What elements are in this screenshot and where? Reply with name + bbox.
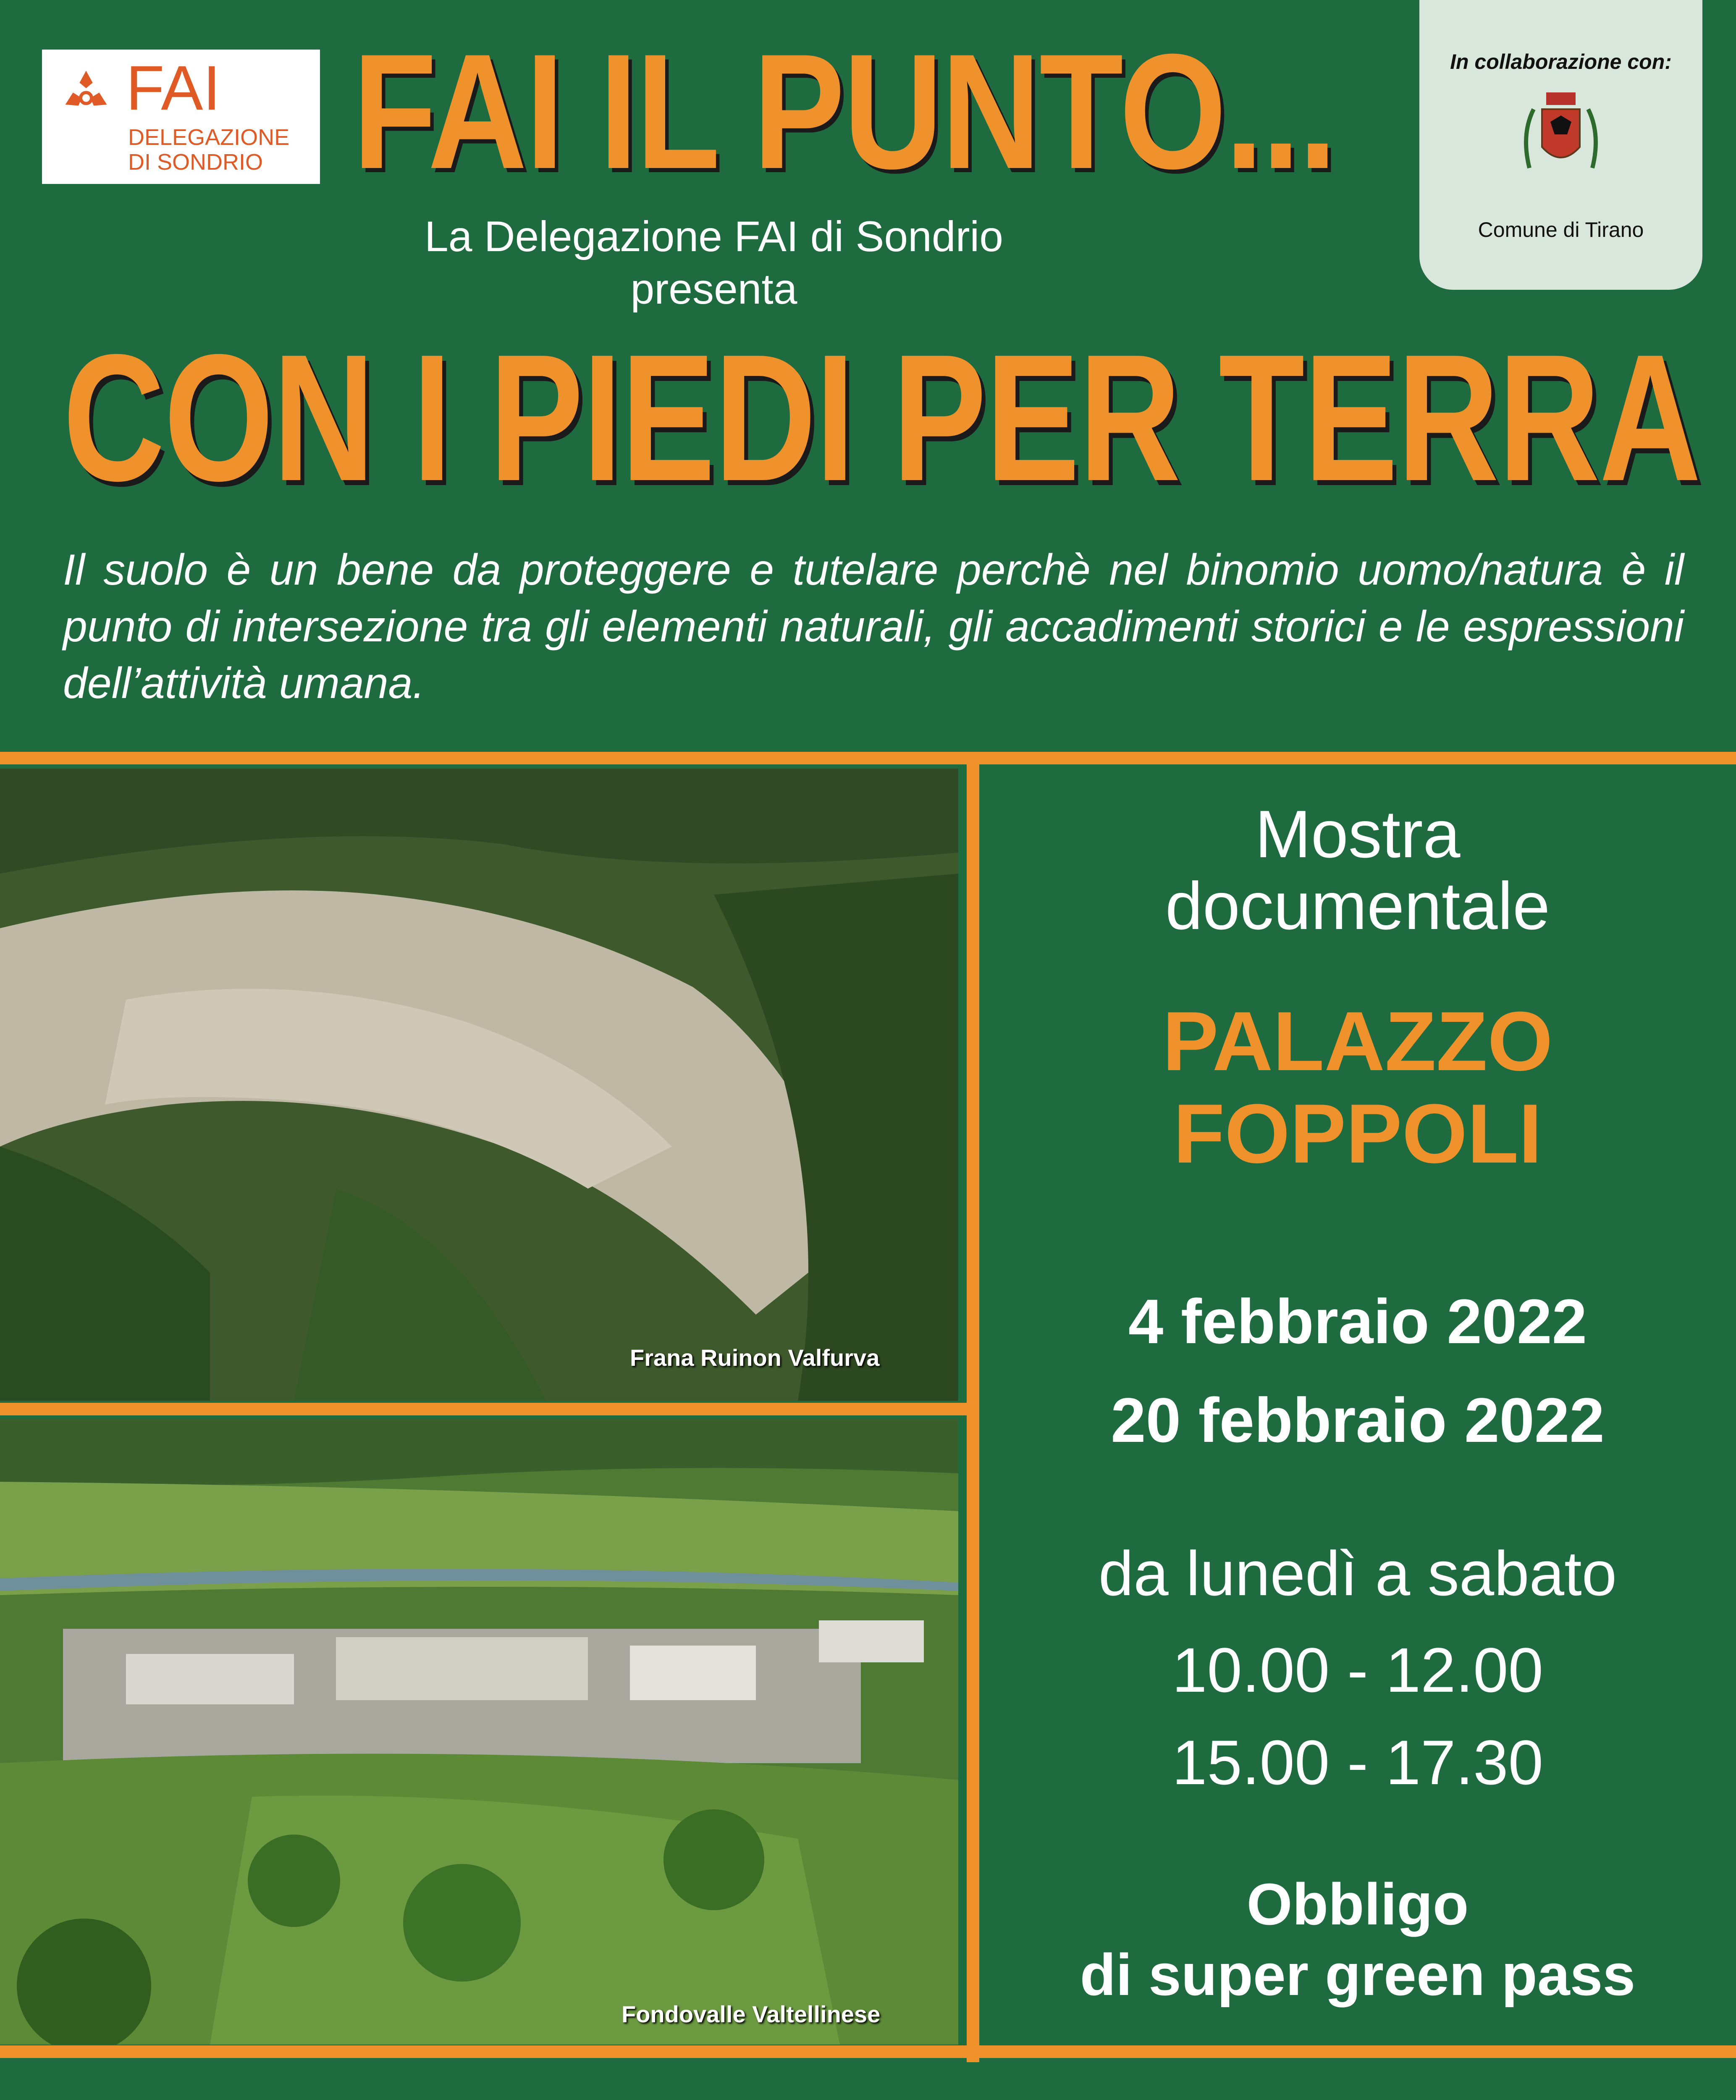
divider-vertical <box>967 752 979 2062</box>
collaboration-name: Comune di Tirano <box>1478 218 1644 242</box>
fai-delegation <box>128 125 289 175</box>
landslide-image <box>0 769 958 1401</box>
valley-image <box>0 1419 958 2045</box>
event-type <box>979 798 1736 942</box>
presenta-line: presenta <box>630 265 797 313</box>
main-title: CON I PIEDI PER TERRA <box>63 317 1701 519</box>
date-start: 4 febbraio 2022 <box>1128 1286 1587 1357</box>
venue-line2: FOPPOLI <box>1173 1087 1542 1181</box>
photo-valley <box>0 1419 958 2045</box>
fai-logo <box>42 50 320 184</box>
divider-top <box>0 752 1736 764</box>
divider-photos <box>0 1403 967 1415</box>
collaboration-box <box>1419 0 1702 290</box>
fai-brand: FAI <box>126 52 221 123</box>
event-type-line1: Mostra <box>1255 796 1461 872</box>
fai-emblem-icon <box>59 66 113 121</box>
title-top: FAI IL PUNTO... <box>353 20 1336 203</box>
presenter-line: La Delegazione FAI di Sondrio <box>425 213 1003 260</box>
event-venue <box>979 995 1736 1180</box>
opening-days: da lunedì a sabato <box>1098 1538 1617 1609</box>
green-pass-requirement <box>979 1869 1736 2010</box>
hours-morning: 10.00 - 12.00 <box>1172 1635 1544 1705</box>
tirano-crest-icon <box>1517 84 1605 185</box>
date-end: 20 febbraio 2022 <box>1111 1385 1605 1455</box>
intro-text: Il suolo è un bene da proteggere e tutelare perchè nel binomio uomo/natura è il punto di intersezione tra gli elementi naturali, gli accadimenti storici e le espressioni dell’attività umana. <box>63 546 1684 708</box>
collaboration-label: In collaborazione con: <box>1450 50 1672 74</box>
venue-line1: PALAZZO <box>1162 995 1553 1088</box>
photo-landslide <box>0 769 958 1401</box>
hours-afternoon: 15.00 - 17.30 <box>1172 1727 1544 1798</box>
requirement-line2: di super green pass <box>1080 1942 1636 2008</box>
photo-caption-1: Frana Ruinon Valfurva <box>630 1344 880 1371</box>
fai-line2: DI SONDRIO <box>128 150 263 175</box>
requirement-line1: Obbligo <box>1246 1871 1469 1937</box>
photo-caption-2: Fondovalle Valtellinese <box>621 2001 881 2027</box>
divider-bottom <box>0 2045 1736 2058</box>
event-type-line2: documentale <box>1165 868 1550 944</box>
fai-line1: DELEGAZIONE <box>128 125 290 150</box>
